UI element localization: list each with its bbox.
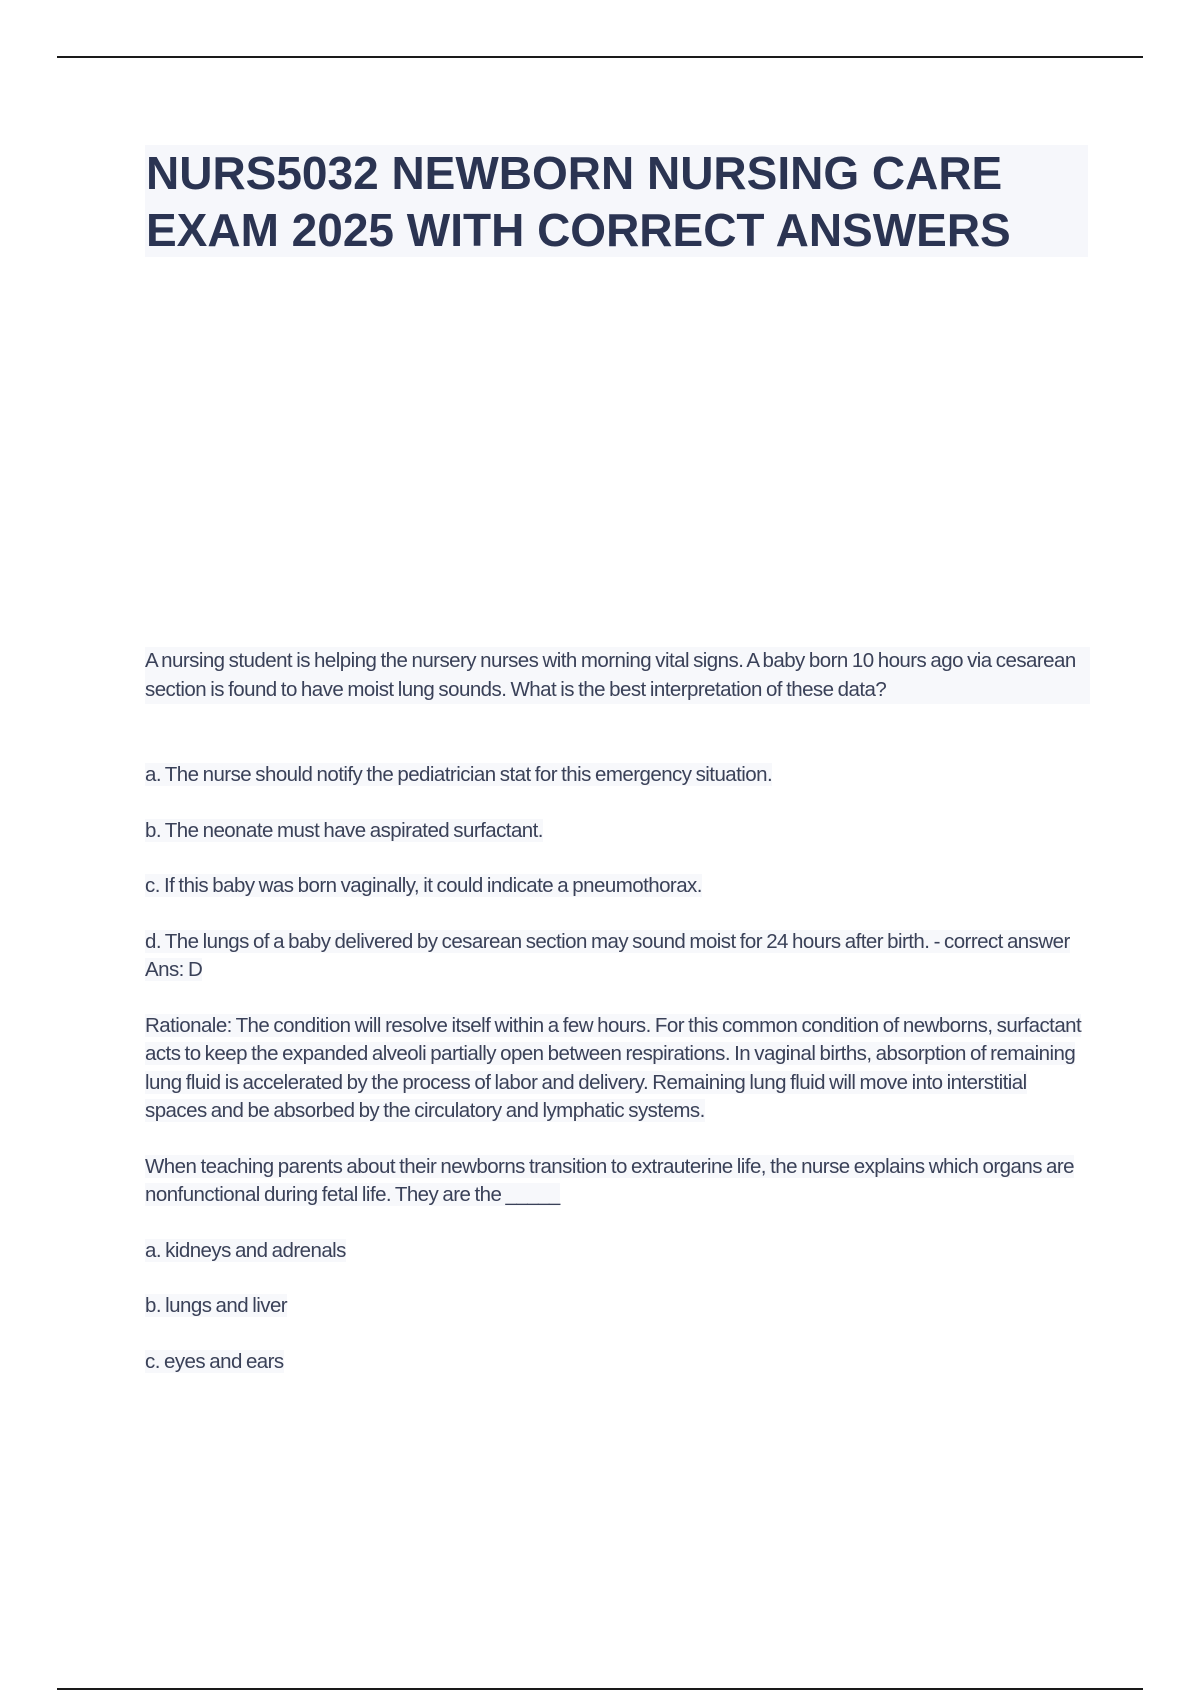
question-1-option-a: a. The nurse should notify the pediatrician stat for this emergency situation. [145,763,773,786]
title-block [145,145,1088,257]
question-2-stem: When teaching parents about their newborns transition to extrauterine life, the nurse explains which organs are nonfunctional during fetal life. They are the _____ [145,1154,1075,1206]
exam-content [145,647,1090,1403]
title-line-1: NURS5032 NEWBORN NURSING CARE [146,147,1003,199]
question-2-option-c: c. eyes and ears [145,1349,284,1373]
question-2-option-b: b. lungs and liver [145,1294,288,1317]
question-1-option-c: c. If this baby was born vaginally, it could indicate a pneumothorax. [145,874,702,897]
question-1-option-d: d. The lungs of a baby delivered by cesarean section may sound moist for 24 hours after birth. - correct answer Ans: D [145,929,1070,981]
question-1-stem: A nursing student is helping the nursery nurses with morning vital signs. A baby born 10 hours ago via cesarean section is found to have moist lung sounds. What is the best interpretation of these data? [145,647,1090,704]
question-1-rationale: Rationale: The condition will resolve itself within a few hours. For this common condition of newborns, surfactant acts to keep the expanded alveoli partially open between respirations. In vaginal births, absorption of remaining lung fluid is accelerated by the process of labor and delivery. Remaining lung fluid will move into interstitial spaces and be absorbed by the circulatory and lymphatic systems. [145,1013,1082,1122]
title-line-2: EXAM 2025 WITH CORRECT ANSWERS [146,204,1011,256]
question-1-option-b: b. The neonate must have aspirated surfactant. [145,818,543,842]
question-2-option-a: a. kidneys and adrenals [145,1238,346,1262]
bottom-rule [57,1688,1143,1690]
top-rule [57,56,1143,58]
document-title [145,145,1088,259]
